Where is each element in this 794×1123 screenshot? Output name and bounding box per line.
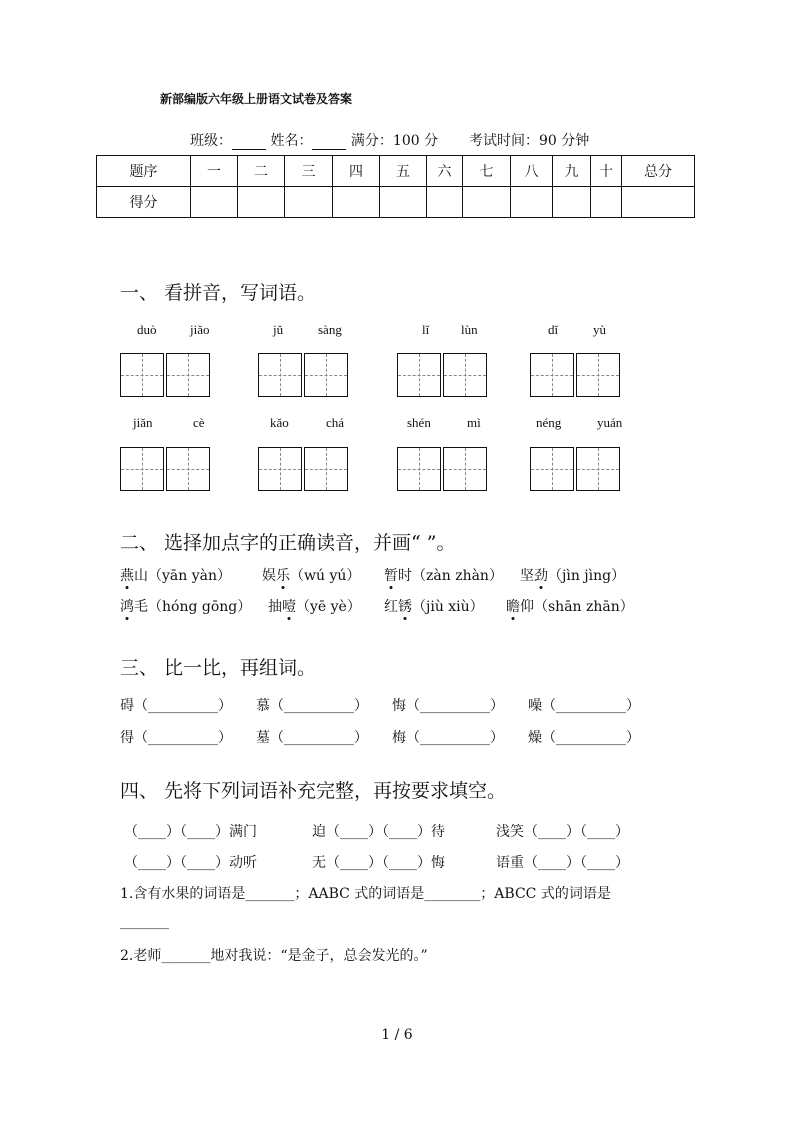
writing-grid-box[interactable] — [397, 353, 441, 397]
reading-options: （yē yè） — [296, 599, 361, 615]
reading-item[interactable] — [384, 596, 484, 616]
writing-grid-box[interactable] — [166, 353, 210, 397]
reading-item[interactable] — [262, 565, 360, 585]
plain-char: 娱 — [262, 568, 276, 584]
table-cell: 九 — [553, 156, 591, 187]
table-cell: 十 — [591, 156, 622, 187]
exam-time: 考试时间：90 分钟 — [468, 133, 590, 149]
section2-title: 二、 选择加点字的正确读音，并画“ ”。 — [120, 532, 456, 554]
plain-char: 抽 — [268, 599, 282, 615]
pinyin: yù — [593, 322, 606, 337]
dotted-char: 暂 — [384, 565, 398, 585]
pinyin: jiǎo — [190, 322, 210, 337]
writing-grid-box[interactable] — [576, 447, 620, 491]
writing-grid-box[interactable] — [120, 447, 164, 491]
dotted-char: 乐 — [276, 565, 290, 585]
table-cell: 六 — [427, 156, 463, 187]
table-cell: 二 — [238, 156, 285, 187]
pinyin: yuán — [597, 415, 623, 430]
compare-item[interactable]: 墓（__________） — [256, 730, 368, 746]
reading-options: 毛（hóng gōng） — [134, 599, 252, 615]
score-cell[interactable] — [622, 187, 695, 218]
idiom-item[interactable]: （____）（____）满门 — [124, 824, 257, 840]
score-cell[interactable] — [333, 187, 380, 218]
writing-grid-box[interactable] — [120, 353, 164, 397]
question-1-continued[interactable]: _______ — [120, 914, 169, 930]
compare-item[interactable]: 悔（__________） — [392, 698, 504, 714]
reading-options: 山（yān yàn） — [134, 568, 231, 584]
reading-options: （jìn jìng） — [548, 568, 626, 584]
writing-grid-box[interactable] — [443, 353, 487, 397]
plain-char: 坚 — [520, 568, 534, 584]
compare-item[interactable]: 慕（__________） — [256, 698, 368, 714]
pinyin: duò — [137, 322, 157, 337]
score-cell[interactable] — [511, 187, 553, 218]
idiom-item[interactable]: 无（____）（____）悔 — [312, 855, 445, 871]
pinyin: jiǎn — [133, 415, 153, 430]
score-table-header-row — [97, 156, 695, 187]
table-cell: 一 — [191, 156, 238, 187]
pinyin: cè — [193, 415, 205, 430]
score-cell[interactable] — [553, 187, 591, 218]
writing-grid-box[interactable] — [530, 353, 574, 397]
idiom-item[interactable]: 浅笑（____）（____） — [496, 824, 629, 840]
writing-grid-box[interactable] — [304, 447, 348, 491]
pinyin: néng — [536, 415, 562, 430]
dotted-char: 锈 — [398, 596, 412, 616]
writing-grid-box[interactable] — [397, 447, 441, 491]
score-cell[interactable] — [591, 187, 622, 218]
reading-item[interactable] — [520, 565, 625, 585]
question-2[interactable]: 2.老师_______地对我说：“是金子，总会发光的。” — [120, 948, 428, 964]
exam-info-line — [190, 130, 589, 150]
compare-item[interactable]: 得（__________） — [120, 730, 232, 746]
dotted-char: 瞻 — [506, 596, 520, 616]
section4-title: 四、 先将下列词语补充完整，再按要求填空。 — [120, 780, 507, 802]
table-cell: 七 — [463, 156, 511, 187]
compare-item[interactable]: 燥（__________） — [528, 730, 640, 746]
pinyin: shén — [407, 415, 431, 430]
table-cell: 题序 — [97, 156, 191, 187]
full-score: 满分：100 分 — [350, 133, 439, 149]
reading-options: （wú yú） — [290, 568, 361, 584]
dotted-char: 燕 — [120, 565, 134, 585]
table-cell: 五 — [380, 156, 427, 187]
table-cell: 总分 — [622, 156, 695, 187]
writing-grid-box[interactable] — [304, 353, 348, 397]
compare-item[interactable]: 梅（__________） — [392, 730, 504, 746]
reading-item[interactable] — [506, 596, 634, 616]
page-number: 1 / 6 — [381, 1027, 413, 1043]
document-title: 新部编版六年级上册语文试卷及答案 — [160, 92, 353, 106]
compare-item[interactable]: 噪（__________） — [528, 698, 640, 714]
writing-grid-box[interactable] — [576, 353, 620, 397]
score-cell[interactable] — [238, 187, 285, 218]
score-cell[interactable] — [191, 187, 238, 218]
pinyin: chá — [326, 415, 345, 430]
score-cell[interactable] — [463, 187, 511, 218]
writing-grid-box[interactable] — [258, 447, 302, 491]
reading-options: 仰（shān zhān） — [520, 599, 634, 615]
section3-title: 三、 比一比，再组词。 — [120, 657, 317, 679]
pinyin: lùn — [461, 322, 478, 337]
score-cell[interactable] — [427, 187, 463, 218]
pinyin: dǐ — [548, 322, 559, 337]
compare-item[interactable]: 碍（__________） — [120, 698, 232, 714]
score-cell[interactable] — [380, 187, 427, 218]
dotted-char: 噎 — [282, 596, 296, 616]
writing-grid-box[interactable] — [443, 447, 487, 491]
table-cell: 得分 — [97, 187, 191, 218]
class-label: 班级： — [190, 133, 232, 149]
reading-item[interactable] — [268, 596, 361, 616]
writing-grid-box[interactable] — [258, 353, 302, 397]
score-cell[interactable] — [285, 187, 333, 218]
plain-char: 红 — [384, 599, 398, 615]
score-table — [96, 155, 695, 218]
pinyin: kǎo — [270, 415, 289, 430]
reading-item[interactable] — [120, 565, 231, 585]
table-cell: 八 — [511, 156, 553, 187]
pinyin: sàng — [318, 322, 342, 337]
name-blank — [312, 135, 346, 150]
reading-item[interactable] — [120, 596, 251, 616]
idiom-item[interactable]: 语重（____）（____） — [496, 855, 629, 871]
table-cell: 四 — [333, 156, 380, 187]
reading-item[interactable] — [384, 565, 503, 585]
question-1[interactable]: 1.含有水果的词语是_______；AABC 式的词语是________；ABCC 式的词语是 — [120, 886, 611, 902]
reading-options: 时（zàn zhàn） — [398, 568, 503, 584]
name-label: 姓名： — [270, 133, 313, 149]
pinyin: mì — [467, 415, 481, 430]
pinyin: jǔ — [273, 322, 284, 337]
writing-grid-box[interactable] — [166, 447, 210, 491]
pinyin: lǐ — [422, 322, 430, 337]
section1-title: 一、 看拼音，写词语。 — [120, 282, 317, 304]
idiom-item[interactable]: （____）（____）动听 — [124, 855, 257, 871]
class-blank — [232, 135, 266, 150]
dotted-char: 鸿 — [120, 596, 134, 616]
dotted-char: 劲 — [534, 565, 548, 585]
table-cell: 三 — [285, 156, 333, 187]
reading-options: （jiù xiù） — [412, 599, 484, 615]
idiom-item[interactable]: 迫（____）（____）待 — [312, 824, 445, 840]
writing-grid-box[interactable] — [530, 447, 574, 491]
score-table-score-row — [97, 187, 695, 218]
